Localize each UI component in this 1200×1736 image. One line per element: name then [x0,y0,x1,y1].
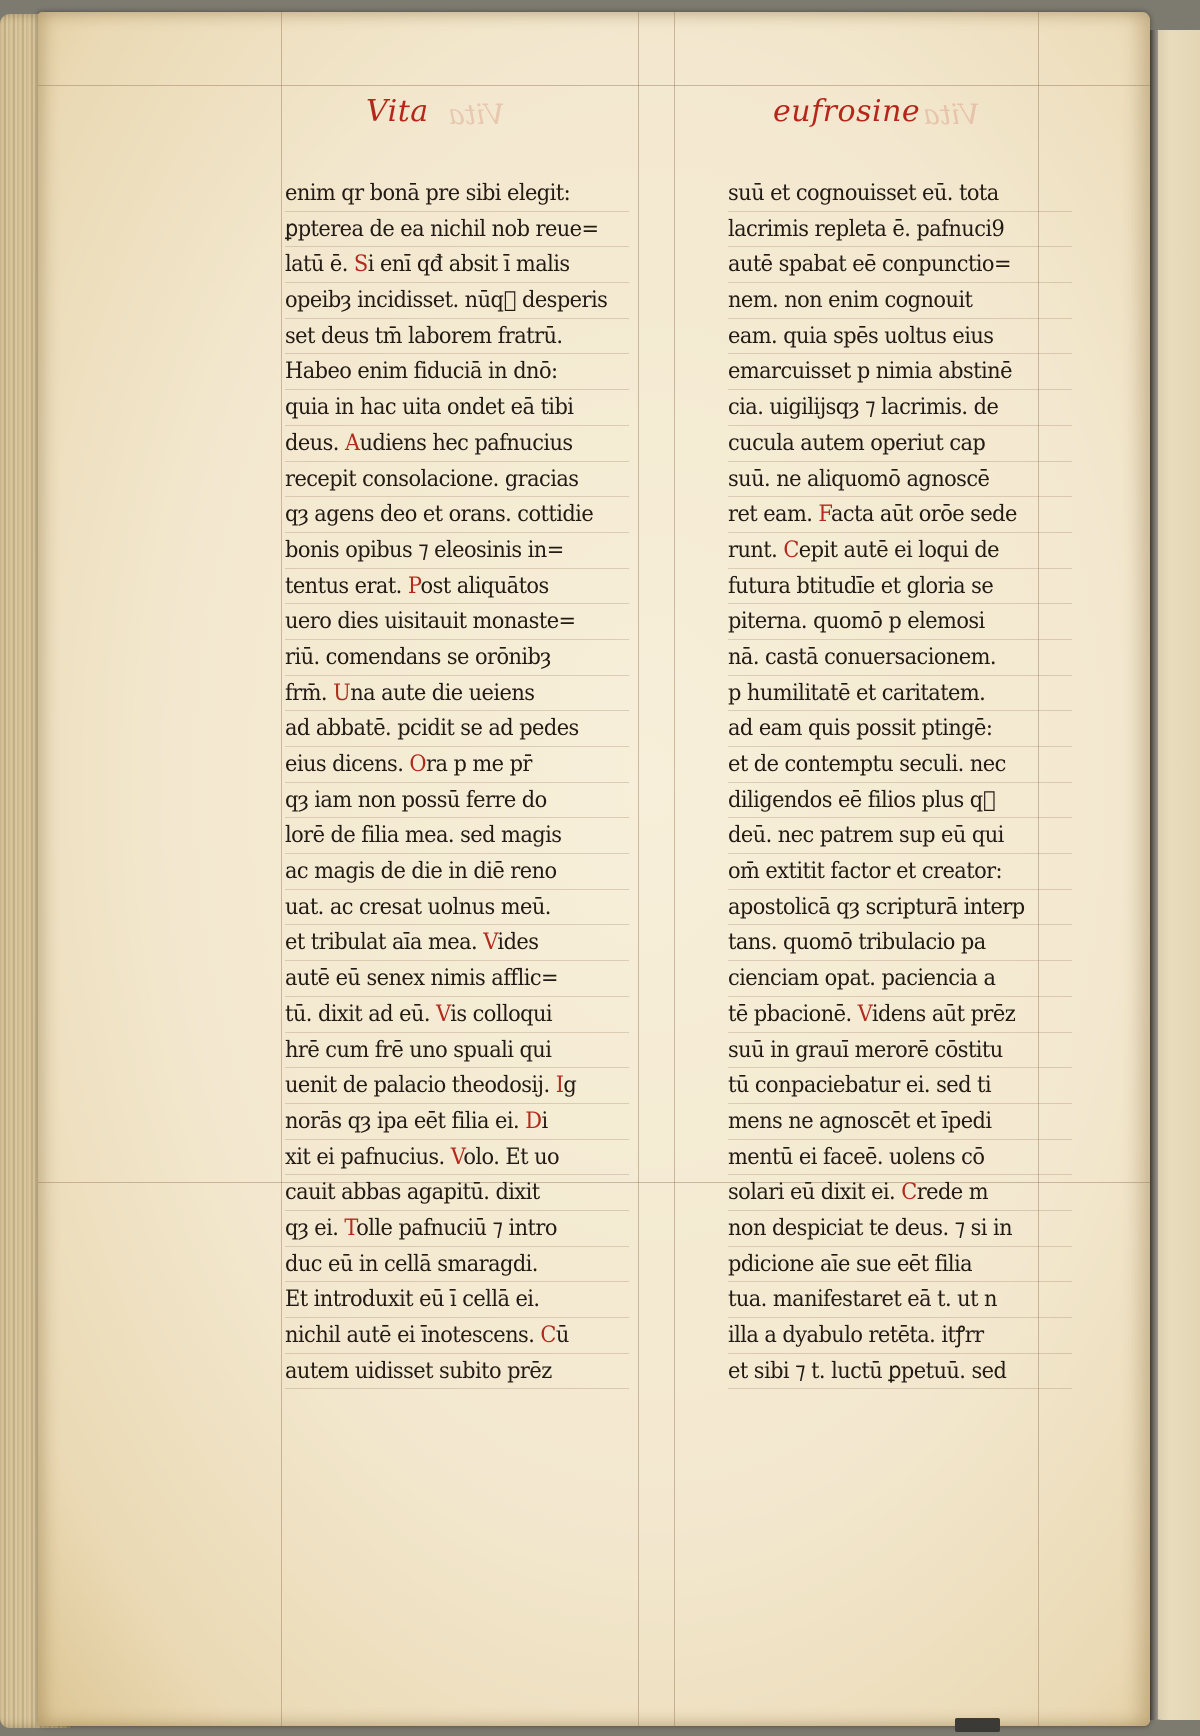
text-line: tans. quomō tribulacio pa [728,925,1072,961]
text-line: frm̄. Una aute die ueiens [285,676,629,712]
text-line: eam. quia spēs uoltus eius [728,319,1072,355]
text-line: cauit abbas agapitū. dixit [285,1175,629,1211]
text-line: autē eū senex nimis afflic= [285,961,629,997]
text-line: ad abbatē. pcidit se ad pedes [285,711,629,747]
text-line: om̄ extitit factor et creator: [728,854,1072,890]
text-line: non despiciat te deus. ⁊ si in [728,1211,1072,1247]
text-column-left [285,176,655,1389]
text-line: nichil autē ei īnotescens. Cū [285,1318,629,1354]
ruling-line-top [38,85,1150,86]
text-line: lorē de filia mea. sed magis [285,818,629,854]
rubricated-initial: V [436,1000,451,1027]
shelf-label [955,1718,1000,1732]
text-column-right [728,176,1098,1389]
text-line: set deus tm̄ laborem fratrū. [285,319,629,355]
text-line: piterna. quomō p elemosi [728,604,1072,640]
text-line: latū ē. Si enī qđ absit ī malis [285,247,629,283]
text-line: Et introduxit eū ī cellā ei. [285,1282,629,1318]
text-line: apostolicā qȝ scripturā interp [728,890,1072,926]
text-line: qȝ iam non possū ferre do [285,783,629,819]
text-line: runt. Cepit autē ei loqui de [728,533,1072,569]
rubricated-initial: V [857,1000,872,1027]
rubricated-initial: V [483,929,498,956]
text-line: mens ne agnoscēt et īpedi [728,1104,1072,1140]
text-line: Habeo enim fiduciā in dnō: [285,354,629,390]
ruling-line-left-outer [281,12,282,1726]
text-line: deū. nec patrem sup eū qui [728,818,1072,854]
text-line: deus. Audiens hec pafnucius [285,426,629,462]
text-line: p humilitatē et caritatem. [728,676,1072,712]
text-line: et tribulat aīa mea. Vides [285,925,629,961]
ruling-line-right-inner [674,12,675,1726]
text-line: tentus erat. Post aliquātos [285,569,629,605]
text-line: pdicione aīe sue eēt filia [728,1247,1072,1283]
text-line: ad eam quis possit ptingē: [728,711,1072,747]
rubricated-initial: C [783,536,799,563]
rubricated-initial: T [344,1214,357,1241]
text-line: qȝ ei. Tolle pafnuciū ⁊ intro [285,1211,629,1247]
text-line: suū et cognouisset eū. tota [728,176,1072,212]
text-line: xit ei pafnucius. Volo. Et uo [285,1140,629,1176]
rubricated-initial: S [353,251,368,278]
text-line: nā. castā conuersacionem. [728,640,1072,676]
text-line: uero dies uisitauit monaste= [285,604,629,640]
facing-page-edge [1150,30,1200,1720]
rubricated-initial: I [555,1072,564,1099]
rubricated-initial: D [525,1107,542,1134]
text-line: tū. dixit ad eū. Vis colloqui [285,997,629,1033]
text-line: recepit consolacione. gracias [285,462,629,498]
text-line: cienciam opat. paciencia a [728,961,1072,997]
text-line: futura btitudīe et gloria se [728,569,1072,605]
text-line: qȝ agens deo et orans. cottidie [285,497,629,533]
text-line: quia in hac uita ondet eā tibi [285,390,629,426]
rubricated-initial: A [344,429,360,456]
text-line: riū. comendans se orōnibȝ [285,640,629,676]
show-through-heading-right: Vita [923,98,980,131]
text-line: et de contemptu seculi. nec [728,747,1072,783]
show-through-heading: Vita [448,98,505,131]
text-line: solari eū dixit ei. Crede m [728,1175,1072,1211]
text-line: uat. ac cresat uolnus meū. [285,890,629,926]
rubricated-initial: O [409,751,427,777]
text-line: mentū ei faceē. uolens cō [728,1140,1072,1176]
text-line: lacrimis repleta ē. pafnuci9 [728,212,1072,248]
text-line: autē spabat eē conpunctio= [728,247,1072,283]
text-line: hrē cum frē uno spuali qui [285,1033,629,1069]
text-line: opeibȝ incidisset. nūqᷓ desperis [285,283,629,319]
text-line: et sibi ⁊ t. luctū ꝑpetuū. sed [728,1354,1072,1390]
text-line: ꝑpterea de ea nichil nob reue= [285,212,629,248]
text-line: autem uidisset subito prēz [285,1354,629,1390]
text-line: nem. non enim cognouit [728,283,1072,319]
text-line: tē pbacionē. Videns aūt prēz [728,997,1072,1033]
text-line: diligendos eē filios plus qᷓ [728,783,1072,819]
text-line: tua. manifestaret eā t. ut n [728,1282,1072,1318]
text-line: tū conpaciebatur ei. sed ti [728,1068,1072,1104]
text-line: emarcuisset p nimia abstinē [728,354,1072,390]
rubricated-initial: F [818,501,831,528]
running-head-left: Vita [366,94,429,129]
text-line: enim qr bonā pre sibi elegit: [285,176,629,212]
rubricated-initial: V [450,1143,464,1170]
running-head-right: eufrosine [773,94,921,129]
rubricated-initial: P [407,572,421,599]
text-line: ret eam. Facta aūt orōe sede [728,497,1072,533]
text-line: ac magis de die in diē reno [285,854,629,890]
rubricated-initial: C [901,1179,917,1206]
text-line: uenit de palacio theodosij. Ig [285,1068,629,1104]
rubricated-initial: C [540,1322,556,1348]
rubricated-initial: U [333,679,351,706]
text-line: bonis opibus ⁊ eleosinis in= [285,533,629,569]
text-line: eius dicens. Ora p me pr̄ [285,747,629,783]
book-binding [1150,30,1158,1720]
text-line: suū in grauī merorē cōstitu [728,1033,1072,1069]
text-line: norās qȝ ipa eēt filia ei. Di [285,1104,629,1140]
text-line: suū. ne aliquomō agnoscē [728,462,1072,498]
text-line: cucula autem operiut cap [728,426,1072,462]
text-line: duc eū in cellā smaragdi. [285,1247,629,1283]
text-line: illa a dyabulo retēta. itꝭrr [728,1318,1072,1354]
text-line: cia. uigilijsqȝ ⁊ lacrimis. de [728,390,1072,426]
